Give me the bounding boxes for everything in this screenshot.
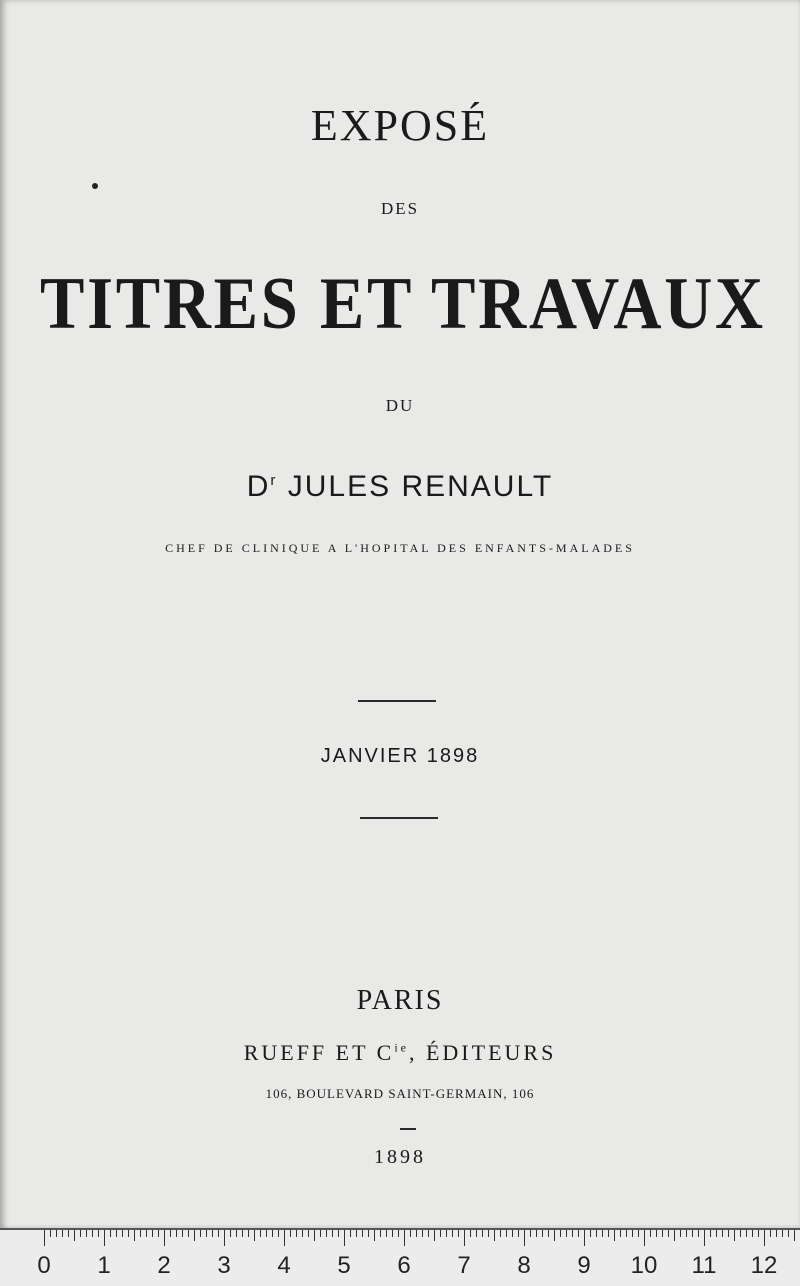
ruler-tick	[794, 1230, 795, 1241]
ruler-tick	[668, 1230, 669, 1237]
ruler-tick	[356, 1230, 357, 1237]
ruler-label: 11	[691, 1252, 717, 1279]
ruler-tick	[416, 1230, 417, 1237]
author-role: CHEF DE CLINIQUE A L'HOPITAL DES ENFANTS-MALADES	[165, 541, 635, 555]
ruler-tick	[122, 1230, 123, 1237]
ruler-label: 10	[630, 1252, 658, 1279]
ruler-tick	[332, 1230, 333, 1237]
ruler-tick	[410, 1230, 411, 1237]
ruler-tick	[620, 1230, 621, 1237]
ruler-tick	[158, 1230, 159, 1237]
ruler-tick	[386, 1230, 387, 1237]
ruler-tick	[368, 1230, 369, 1237]
ruler-tick	[326, 1230, 327, 1237]
ruler-tick	[446, 1230, 447, 1237]
ruler-tick	[674, 1230, 675, 1241]
ruler-tick	[752, 1230, 753, 1237]
ruler-label: 2	[157, 1252, 171, 1279]
ruler-tick	[248, 1230, 249, 1237]
ruler-label: 12	[750, 1252, 778, 1279]
ruler-tick	[74, 1230, 75, 1241]
ruler-tick	[104, 1230, 105, 1246]
ruler-tick	[338, 1230, 339, 1237]
ruler-tick	[422, 1230, 423, 1237]
ruler-tick	[494, 1230, 495, 1241]
ruler-tick	[110, 1230, 111, 1237]
ruler-tick	[698, 1230, 699, 1237]
ruler-tick	[434, 1230, 435, 1241]
ruler-tick	[86, 1230, 87, 1237]
ruler-label: 3	[217, 1252, 231, 1279]
ruler-tick	[194, 1230, 195, 1241]
divider-top	[358, 700, 436, 702]
ruler-tick	[770, 1230, 771, 1237]
ruler-tick	[80, 1230, 81, 1237]
ruler-tick	[230, 1230, 231, 1237]
ruler-tick	[518, 1230, 519, 1237]
publisher-address: 106, BOULEVARD SAINT-GERMAIN, 106	[265, 1086, 535, 1101]
ruler-tick	[500, 1230, 501, 1237]
ruler-tick	[686, 1230, 687, 1237]
ruler-tick	[602, 1230, 603, 1237]
ruler-tick	[200, 1230, 201, 1237]
publisher-superscript: ie	[394, 1040, 409, 1055]
ruler-tick	[314, 1230, 315, 1241]
ruler-tick	[782, 1230, 783, 1237]
ruler-tick	[524, 1230, 525, 1246]
ruler-tick	[728, 1230, 729, 1237]
ruler-tick	[734, 1230, 735, 1241]
ruler-tick	[704, 1230, 705, 1246]
ruler-tick	[98, 1230, 99, 1237]
ruler-tick	[680, 1230, 681, 1237]
ruler-tick	[296, 1230, 297, 1237]
ruler-tick	[488, 1230, 489, 1237]
ruler-tick	[176, 1230, 177, 1237]
ruler-tick	[320, 1230, 321, 1237]
author-prefix: D	[246, 470, 271, 503]
ruler-tick	[560, 1230, 561, 1237]
ruler-tick	[92, 1230, 93, 1237]
ruler-tick	[140, 1230, 141, 1237]
ruler-tick	[788, 1230, 789, 1237]
ruler-tick	[722, 1230, 723, 1237]
ruler-tick	[260, 1230, 261, 1237]
author-line	[0, 470, 800, 504]
ruler-tick	[56, 1230, 57, 1237]
ruler-label: 0	[37, 1252, 51, 1279]
ruler-tick	[614, 1230, 615, 1241]
publisher-suffix: , ÉDITEURS	[408, 1040, 557, 1065]
ruler-tick	[284, 1230, 285, 1246]
ruler-tick	[206, 1230, 207, 1237]
ruler-tick	[380, 1230, 381, 1237]
ink-speck	[92, 183, 98, 189]
ruler-tick	[170, 1230, 171, 1237]
ruler-label: 9	[577, 1252, 591, 1279]
ruler-tick	[608, 1230, 609, 1237]
ruler-tick	[128, 1230, 129, 1237]
connector-des: DES	[380, 199, 420, 218]
ruler-tick	[302, 1230, 303, 1237]
ruler-tick	[218, 1230, 219, 1237]
publication-date: JANVIER 1898	[320, 745, 480, 767]
ruler-tick	[596, 1230, 597, 1237]
ruler-tick	[632, 1230, 633, 1237]
ruler-label: 5	[337, 1252, 351, 1279]
measuring-ruler	[0, 1228, 800, 1286]
ruler-tick	[116, 1230, 117, 1237]
ruler-tick	[62, 1230, 63, 1237]
ruler-label: 8	[517, 1252, 531, 1279]
ruler-tick	[374, 1230, 375, 1241]
ruler-label: 1	[97, 1252, 111, 1279]
ruler-tick	[548, 1230, 549, 1237]
ruler-tick	[152, 1230, 153, 1237]
ruler-tick	[350, 1230, 351, 1237]
title-expose: EXPOSÉ	[310, 101, 490, 150]
ruler-tick	[476, 1230, 477, 1237]
ruler-tick	[146, 1230, 147, 1237]
ruler-tick	[224, 1230, 225, 1246]
ruler-tick	[50, 1230, 51, 1237]
ruler-tick	[164, 1230, 165, 1246]
ruler-label: 4	[277, 1252, 291, 1279]
publisher-name: RUEFF ET C	[243, 1040, 395, 1065]
main-title: TITRES ET TRAVAUX	[40, 263, 766, 345]
divider-bottom	[360, 817, 438, 819]
ruler-tick	[662, 1230, 663, 1237]
ruler-tick	[290, 1230, 291, 1237]
publisher-line	[0, 1040, 800, 1066]
ruler-tick	[266, 1230, 267, 1237]
ruler-tick	[566, 1230, 567, 1237]
ruler-tick	[278, 1230, 279, 1237]
ruler-tick	[758, 1230, 759, 1237]
ruler-tick	[542, 1230, 543, 1237]
ruler-tick	[776, 1230, 777, 1237]
ruler-tick	[134, 1230, 135, 1241]
ruler-tick	[482, 1230, 483, 1237]
ruler-tick	[746, 1230, 747, 1237]
ruler-tick	[692, 1230, 693, 1237]
ruler-tick	[452, 1230, 453, 1237]
ruler-label: 6	[397, 1252, 411, 1279]
ruler-tick	[710, 1230, 711, 1237]
ruler-tick	[398, 1230, 399, 1237]
ruler-label: 7	[457, 1252, 471, 1279]
ruler-tick	[554, 1230, 555, 1241]
ruler-tick	[572, 1230, 573, 1237]
ruler-tick	[470, 1230, 471, 1237]
ruler-tick	[440, 1230, 441, 1237]
ruler-tick	[428, 1230, 429, 1237]
ruler-tick	[626, 1230, 627, 1237]
ruler-tick	[188, 1230, 189, 1237]
ruler-tick	[68, 1230, 69, 1237]
ruler-tick	[344, 1230, 345, 1246]
ruler-tick	[182, 1230, 183, 1237]
ruler-tick	[212, 1230, 213, 1237]
ruler-tick	[308, 1230, 309, 1237]
ruler-tick	[236, 1230, 237, 1237]
ruler-tick	[536, 1230, 537, 1237]
ruler-tick	[656, 1230, 657, 1237]
ruler-tick	[650, 1230, 651, 1237]
city: PARIS	[356, 985, 444, 1016]
ruler-tick	[578, 1230, 579, 1237]
ruler-tick	[392, 1230, 393, 1237]
ruler-tick	[716, 1230, 717, 1237]
ruler-tick	[764, 1230, 765, 1246]
ruler-tick	[512, 1230, 513, 1237]
ruler-tick	[584, 1230, 585, 1246]
ruler-tick	[530, 1230, 531, 1237]
ruler-tick	[44, 1230, 45, 1246]
ruler-tick	[590, 1230, 591, 1237]
ruler-tick	[272, 1230, 273, 1237]
ruler-tick	[254, 1230, 255, 1241]
author-name: JULES RENAULT	[287, 470, 554, 503]
ruler-tick	[242, 1230, 243, 1237]
ruler-tick	[404, 1230, 405, 1246]
ruler-tick	[638, 1230, 639, 1237]
publication-year: 1898	[374, 1146, 426, 1168]
ruler-tick	[464, 1230, 465, 1246]
ruler-tick	[362, 1230, 363, 1237]
ruler-tick	[740, 1230, 741, 1237]
connector-du: DU	[385, 396, 415, 415]
ruler-tick	[644, 1230, 645, 1246]
ruler-tick	[506, 1230, 507, 1237]
ruler-tick	[458, 1230, 459, 1237]
author-prefix-superscript: r	[270, 472, 278, 489]
year-dash	[400, 1128, 416, 1130]
